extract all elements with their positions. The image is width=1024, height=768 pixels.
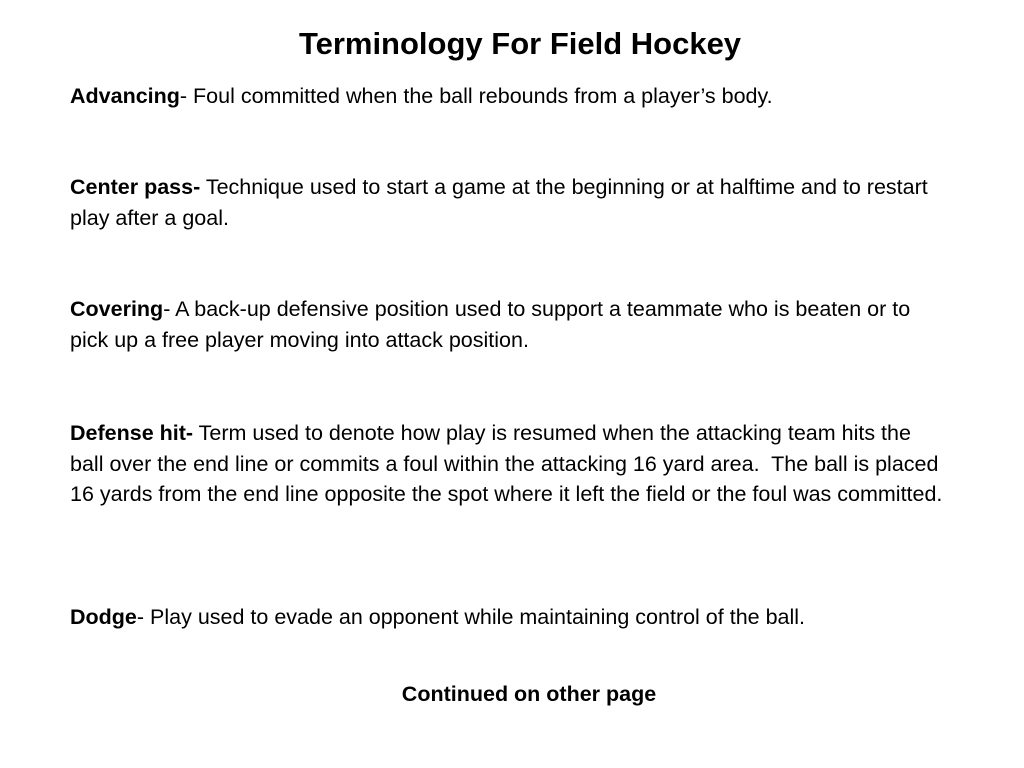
term-name: Center pass- [70, 175, 201, 199]
term-definition: Technique used to start a game at the beginning or at halftime and to restart play after a goal. [70, 175, 934, 230]
term-name: Covering [70, 297, 164, 321]
term-definition: - Foul committed when the ball rebounds from a player’s body. [179, 84, 773, 108]
term-name: Defense hit- [70, 421, 194, 445]
term-definition: - Play used to evade an opponent while maintaining control of the ball. [136, 605, 806, 629]
term-dodge [70, 602, 950, 633]
term-covering [70, 294, 950, 355]
term-advancing [70, 81, 950, 112]
term-name: Advancing [70, 84, 180, 108]
term-definition: Term used to denote how play is resumed when the attacking team hits the ball over the end line or commits a foul within the attacking 16 yard area. The ball is placed 16 yards from the end line opposite the spot where it left the field or the foul was committed. [70, 421, 945, 506]
term-defense-hit [70, 418, 950, 510]
term-definition: - A back-up defensive position used to support a teammate who is beaten or to pick up a free player moving into attack position. [70, 297, 917, 352]
page-title: Terminology For Field Hockey [298, 26, 742, 61]
continued-note: Continued on other page [401, 682, 657, 706]
term-name: Dodge [70, 605, 137, 629]
term-center-pass [70, 172, 950, 233]
